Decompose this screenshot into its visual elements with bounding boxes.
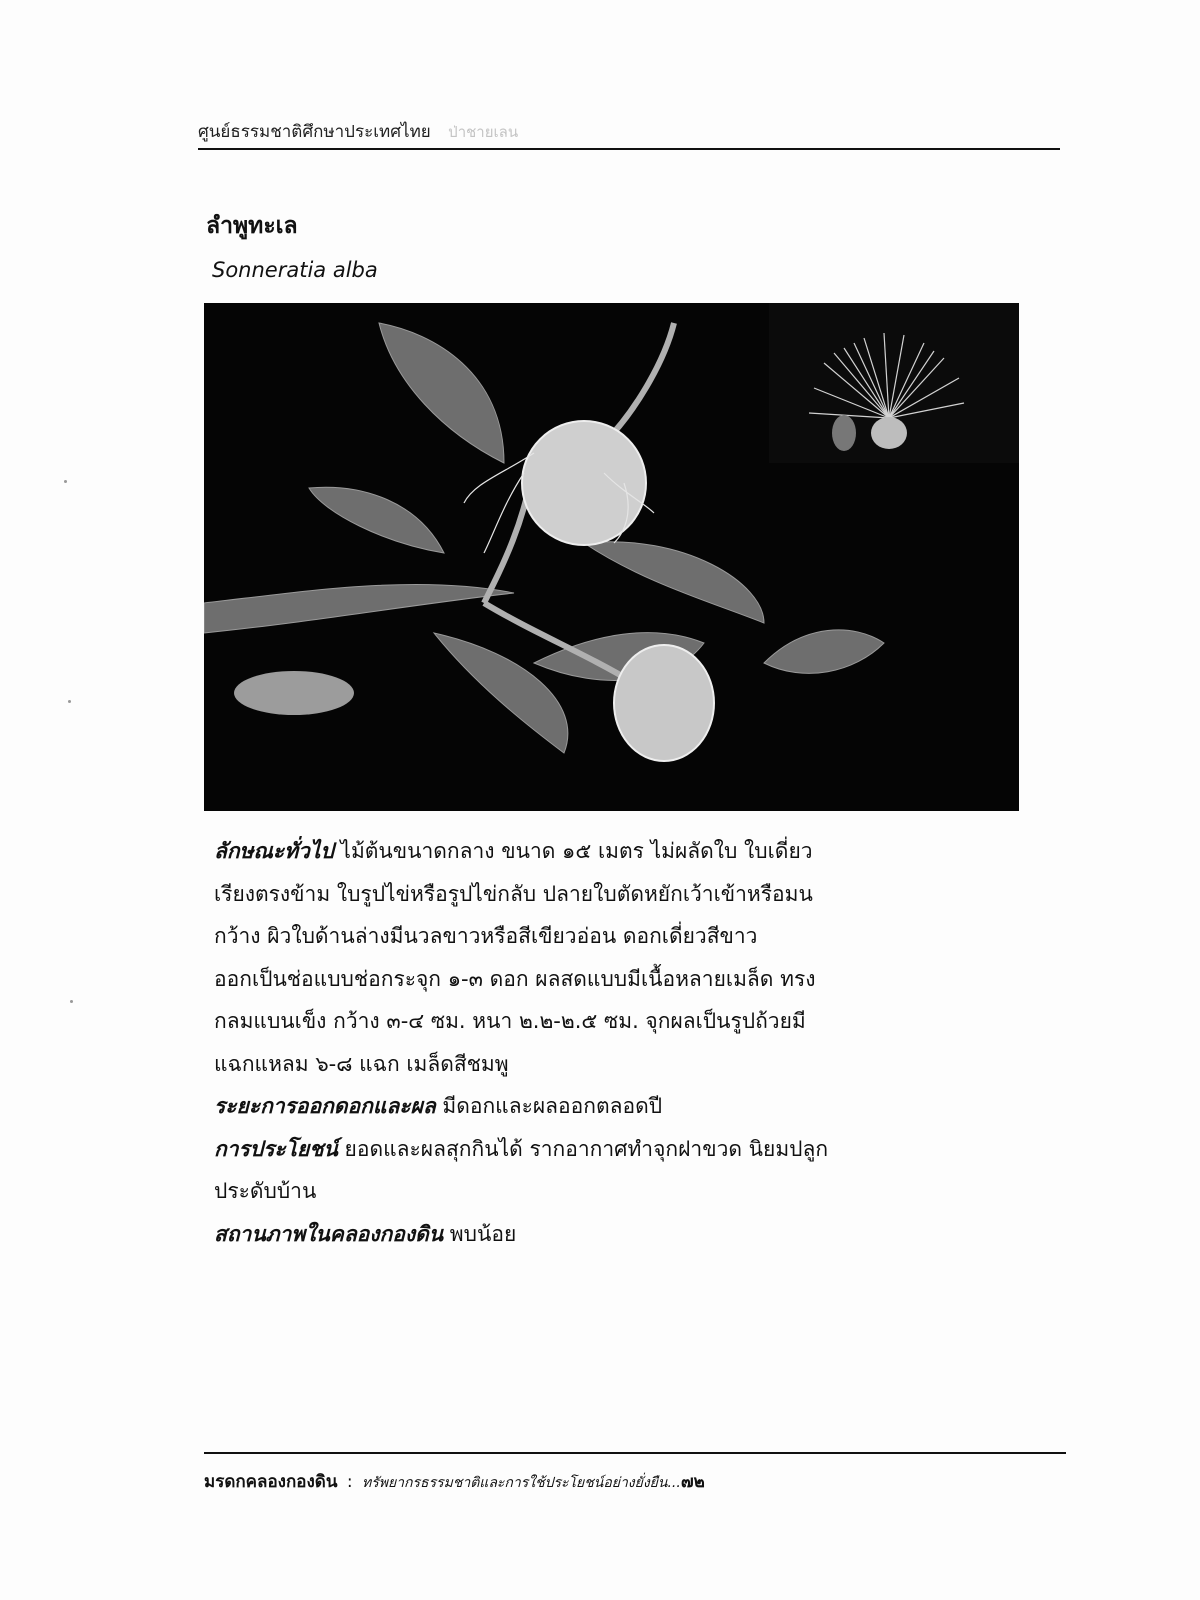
description-line: กว้าง ผิวใบด้านล่างมีนวลขาวหรือสีเขียวอ่อน ดอกเดี่ยวสีขาว	[214, 924, 758, 948]
uses-text: ยอดและผลสุกกินได้ รากอากาศทำจุกฝาขวด นิยมปลูก	[337, 1136, 829, 1161]
status-label: สถานภาพในคลองกองดิน	[214, 1221, 444, 1246]
uses-line-continued: ประดับบ้าน	[214, 1179, 317, 1203]
page-number: ๗๒	[680, 1472, 705, 1492]
photo-illustration	[204, 303, 1019, 811]
footer-separator: :	[346, 1472, 353, 1492]
description-line: เรียงตรงข้าม ใบรูปไข่หรือรูปไข่กลับ ปลายใบตัดหยักเว้าเข้าหรือมน	[214, 881, 813, 906]
margin-speck	[68, 700, 71, 703]
species-scientific-name: Sonneratia alba	[212, 258, 378, 282]
uses-line	[214, 1128, 1046, 1171]
status-line	[214, 1213, 1046, 1256]
description-line	[214, 830, 1046, 873]
description-line: ออกเป็นช่อแบบช่อกระจุก ๑-๓ ดอก ผลสดแบบมีเนื้อหลายเมล็ด ทรง	[214, 966, 816, 991]
uses-label: การประโยชน์	[214, 1136, 338, 1161]
margin-speck	[64, 480, 67, 483]
species-thai-name: ลำพูทะเล	[206, 213, 298, 239]
description-line: กลมแบนเข็ง กว้าง ๓-๔ ซม. หนา ๒.๒-๒.๕ ซม. จุกผลเป็นรูปถ้วยมี	[214, 1009, 806, 1033]
flowering-line	[214, 1085, 1046, 1128]
flower-inset	[769, 303, 1019, 463]
flowering-label: ระยะการออกดอกและผล	[214, 1094, 436, 1118]
margin-speck	[70, 1000, 73, 1003]
species-photo	[204, 303, 1019, 811]
footer-title: มรดกคลองกองดิน	[204, 1472, 338, 1492]
header-title: ศูนย์ธรรมชาติศึกษาประเทศไทย	[198, 122, 431, 142]
header-rule	[198, 148, 1060, 150]
footer-subtitle: ทรัพยากรธรรมชาติและการใช้ประโยชน์อย่างยั่งยืน...	[361, 1475, 681, 1491]
running-footer	[204, 1468, 1066, 1495]
header-bleed-through-text: ป่าชายเลน	[448, 123, 519, 141]
description-line: แฉกแหลม ๖-๘ แฉก เมล็ดสีชมพู	[214, 1051, 509, 1076]
description-body	[214, 830, 1046, 1255]
status-text: พบน้อย	[443, 1221, 517, 1246]
footer-rule	[204, 1452, 1066, 1454]
running-header	[198, 118, 1060, 145]
general-characteristics-label: ลักษณะทั่วไป	[214, 839, 334, 863]
description-text: ไม้ต้นขนาดกลาง ขนาด ๑๕ เมตร ไม่ผลัดใบ ใบเดี่ยว	[333, 839, 813, 863]
flowering-text: มีดอกและผลออกตลอดปี	[435, 1094, 663, 1118]
